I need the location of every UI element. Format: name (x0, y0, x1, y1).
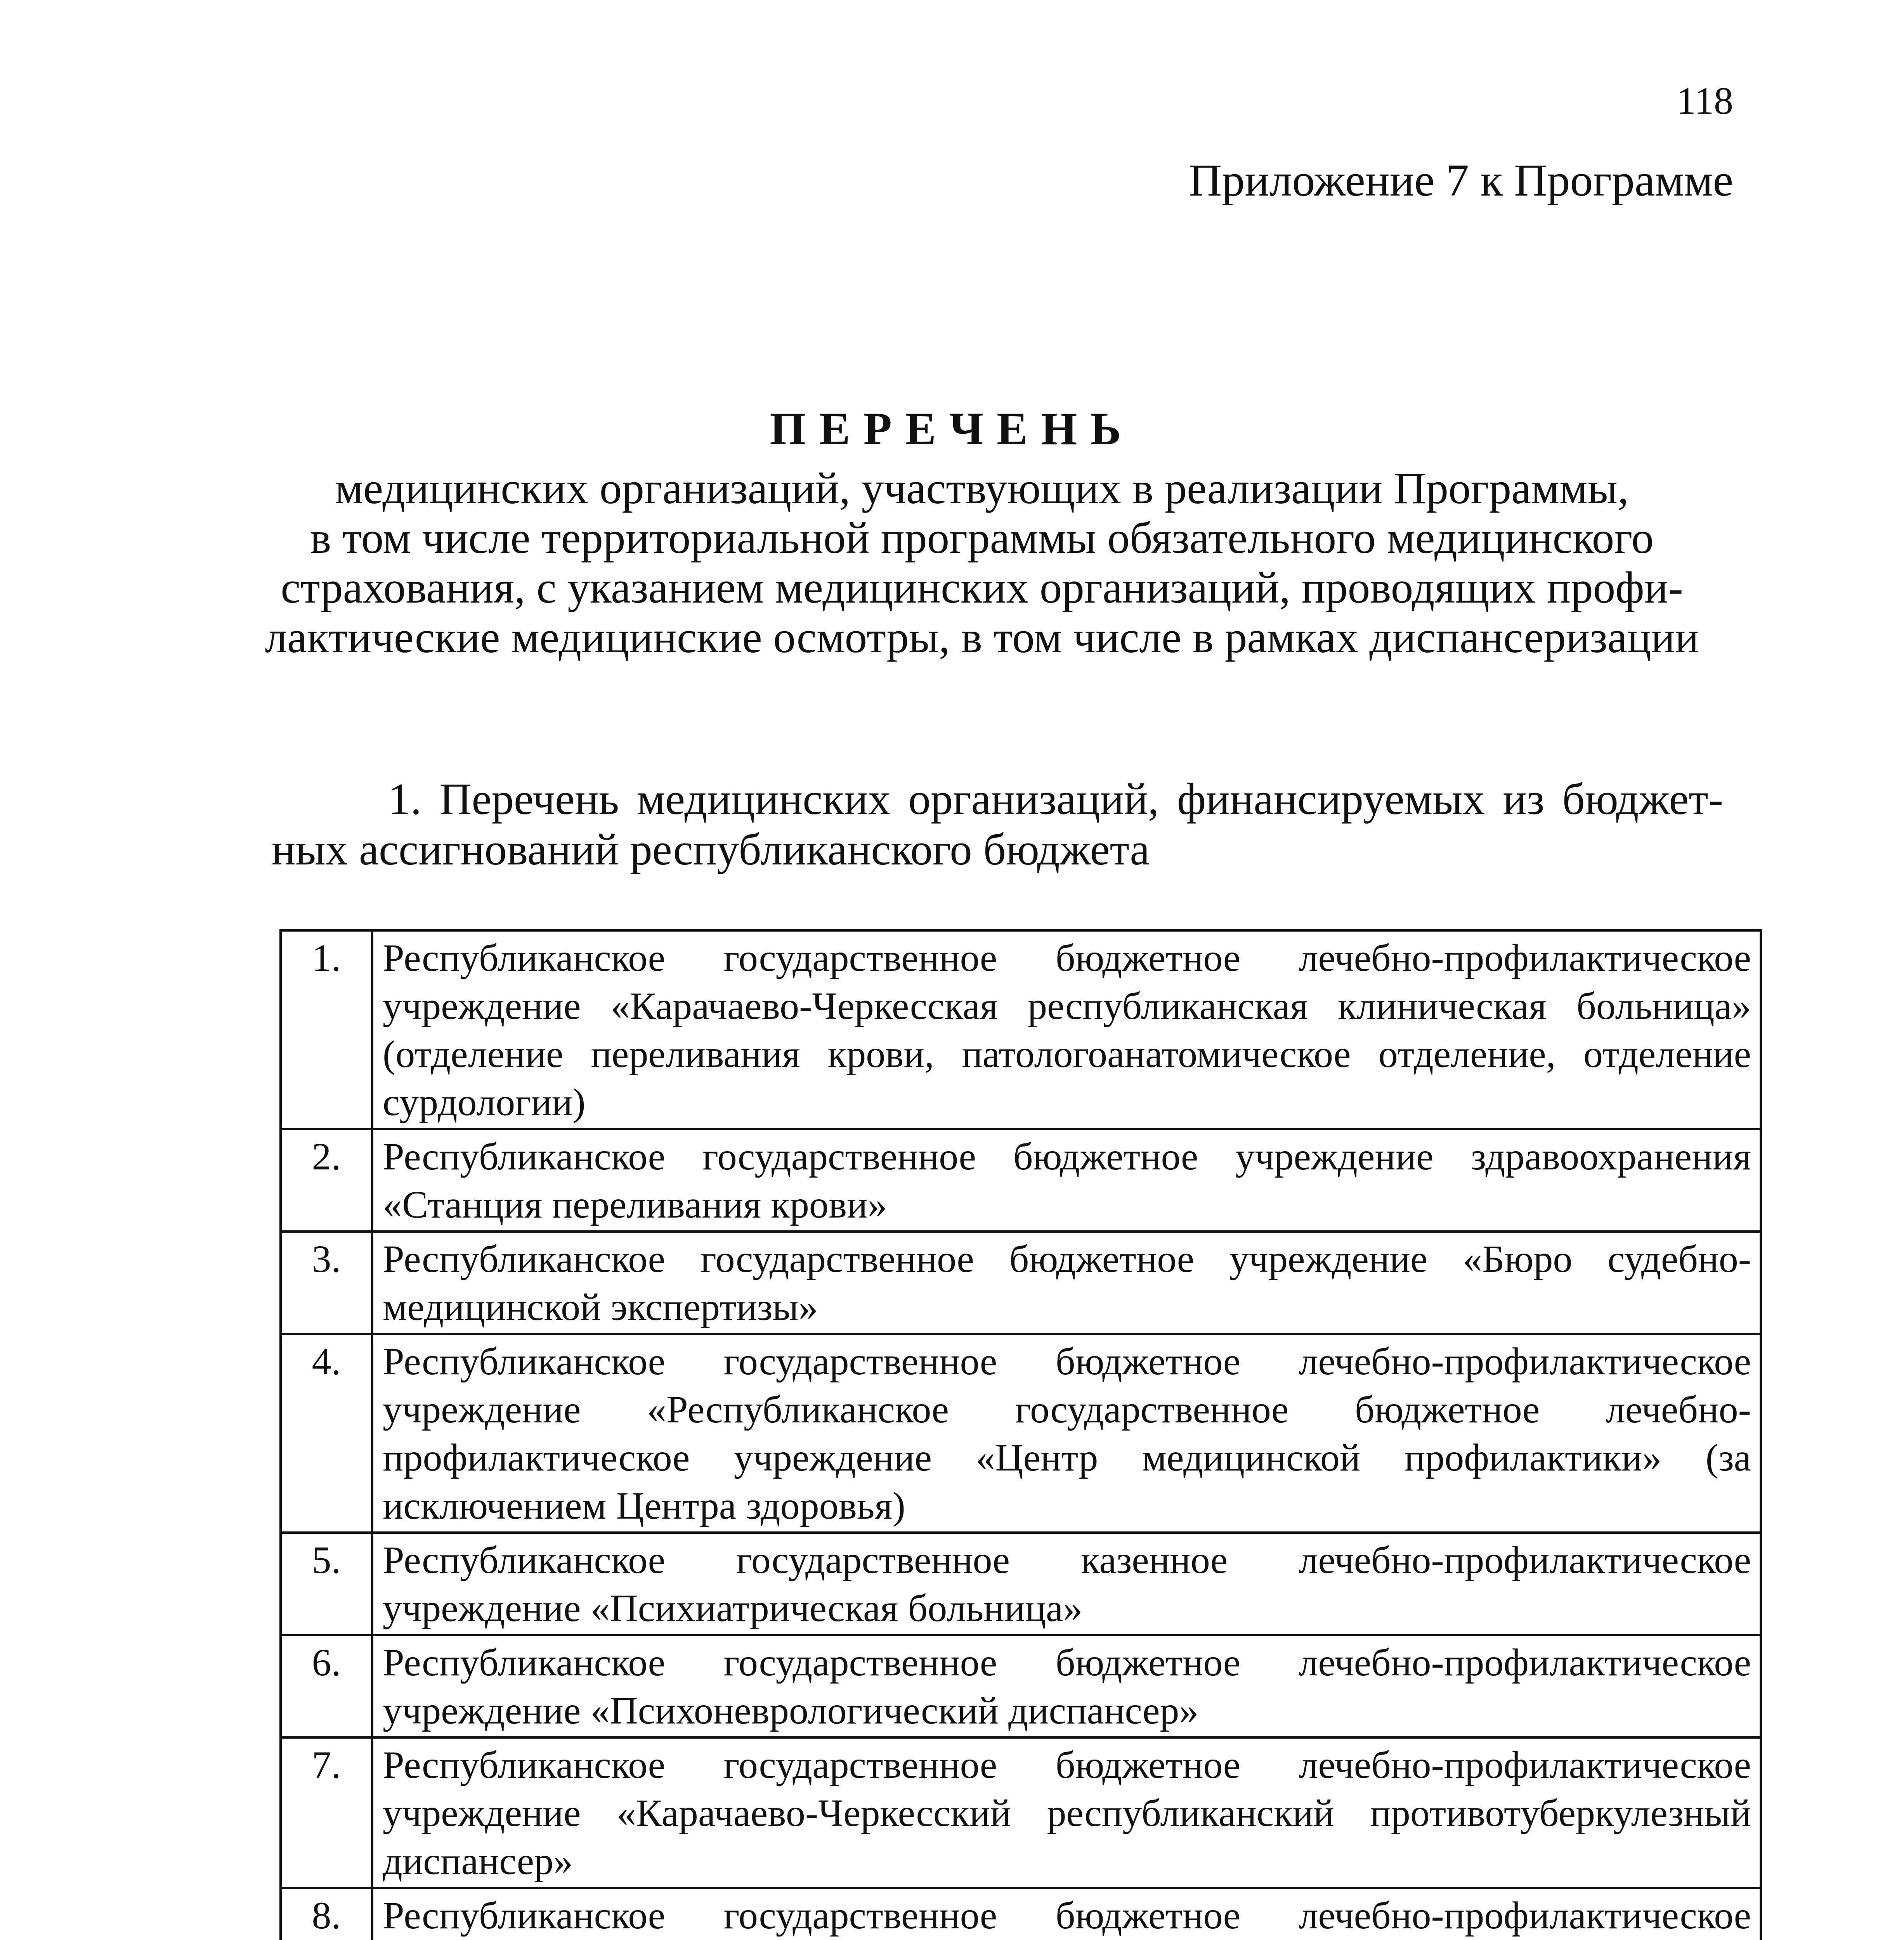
table-row (281, 1129, 1761, 1232)
subtitle-line: лактические медицинские осмотры, в том числе в рамках диспансеризации (265, 613, 1699, 662)
table-row (281, 1737, 1761, 1888)
row-number: 2. (281, 1129, 372, 1232)
organization-name: Республиканское государственное казенное лечебно-профилактическое учреждение «Психиатрическая больница» (372, 1533, 1761, 1635)
table-row (281, 930, 1761, 1129)
document-title: ПЕРЕЧЕНЬ (770, 403, 1134, 454)
organizations-table (279, 929, 1762, 1940)
row-number: 4. (281, 1334, 372, 1533)
table-row (281, 1635, 1761, 1737)
section-heading-line: 1. Перечень медицинских организаций, финансируемых из бюджет- (388, 774, 1723, 824)
subtitle-line: в том числе территориальной программы обязательного медицинского (310, 513, 1654, 563)
row-number: 7. (281, 1737, 372, 1888)
table-row (281, 1533, 1761, 1635)
row-number: 1. (281, 930, 372, 1129)
row-number: 6. (281, 1635, 372, 1737)
organization-name: Республиканское государственное бюджетное лечебно-профилактическое учреждение «Республиканское государственное бюджетное лечебно-профилактическое учреждение «Центр медицинской профилактики» (за исключением Центра здоровья) (372, 1334, 1761, 1533)
subtitle-line: страхования, с указанием медицинских организаций, проводящих профи- (281, 563, 1683, 612)
table-row (281, 1888, 1761, 1940)
table-row (281, 1334, 1761, 1533)
document-subtitle (241, 464, 1723, 662)
subtitle-line: медицинских организаций, участвующих в реализации Программы, (335, 464, 1629, 513)
organization-name: Республиканское государственное бюджетное лечебно-профилактическое учреждение «Психоневрологический диспансер» (372, 1635, 1761, 1737)
organization-name: Республиканское государственное бюджетное лечебно-профилактическое учреждение «Карачаево-Черкесский республиканский противотуберкулезный диспансер» (372, 1737, 1761, 1888)
organization-name: Республиканское государственное бюджетное лечебно-профилактическое (372, 1888, 1761, 1940)
appendix-label: Приложение 7 к Программе (1189, 155, 1733, 206)
organization-name: Республиканское государственное бюджетное учреждение «Бюро судебно-медицинской экспертизы» (372, 1232, 1761, 1334)
section-heading-line: ных ассигнований республиканского бюджета (272, 825, 1150, 874)
organization-name: Республиканское государственное бюджетное лечебно-профилактическое учреждение «Карачаево-Черкесская республиканская клиническая больница» (отделение переливания крови, патологоанатомическое отделение, отделение сурдологии) (372, 930, 1761, 1129)
section-heading (272, 774, 1723, 875)
table-row (281, 1232, 1761, 1334)
page-number: 118 (1676, 79, 1733, 122)
row-number: 3. (281, 1232, 372, 1334)
organization-name: Республиканское государственное бюджетное учреждение здравоохранения «Станция переливания крови» (372, 1129, 1761, 1232)
row-number: 5. (281, 1533, 372, 1635)
row-number: 8. (281, 1888, 372, 1940)
